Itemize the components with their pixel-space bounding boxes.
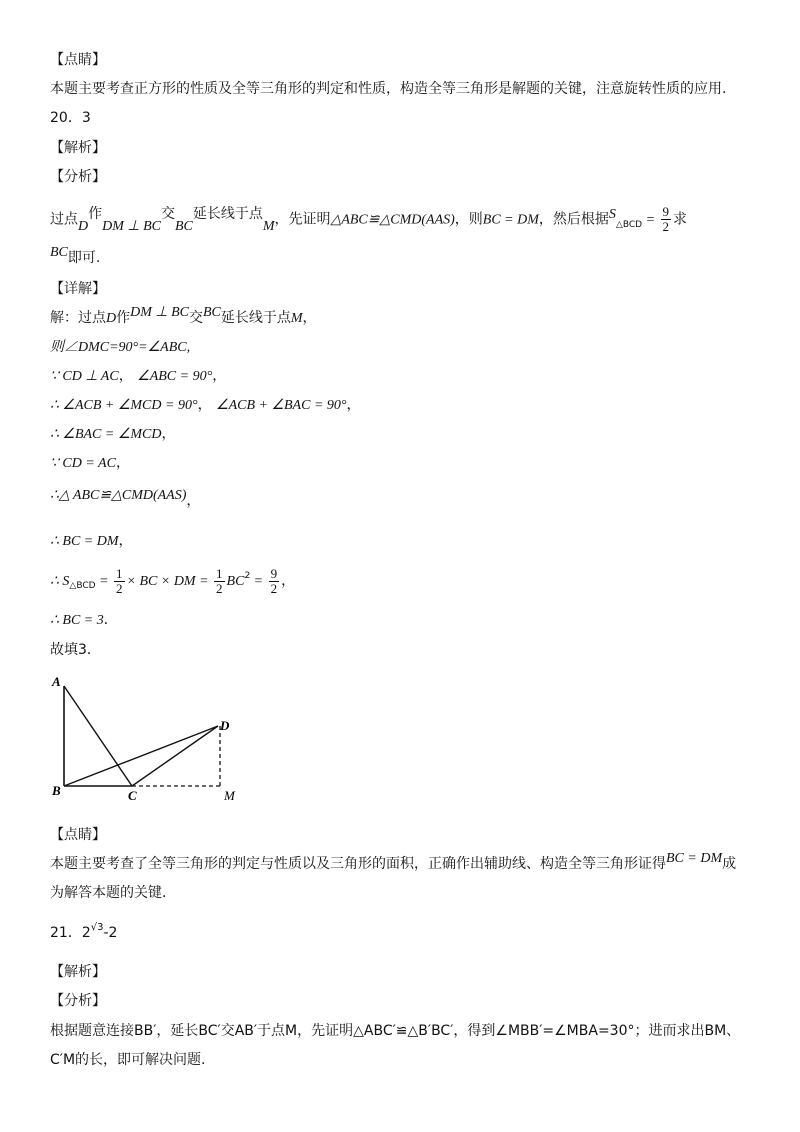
summary-line-1: 本题主要考查了全等三角形的判定与性质以及三角形的面积，正确作出辅助线、构造全等三角形证得BC = DM成 <box>50 851 737 872</box>
label-M: M <box>224 788 235 803</box>
label-A: A <box>52 674 61 689</box>
dianjing-heading: 【点睛】 <box>50 52 106 68</box>
label-B: B <box>52 783 61 798</box>
math-congruence: △ABC≌△CMD(AAS) <box>330 212 455 228</box>
math-BC: BC <box>174 218 193 234</box>
step-6: ∵ CD = AC， <box>50 455 130 471</box>
dianjing-heading: 【点睛】 <box>50 827 106 843</box>
step-4: ∴ ∠ACB + ∠MCD = 90°， ∠ACB + ∠BAC = 90°， <box>50 397 361 413</box>
math-eq: = <box>642 212 659 228</box>
jiexi-heading: 【解析】 <box>50 964 106 980</box>
math-M: M <box>262 218 275 234</box>
summary-line-2: 为解答本题的关键. <box>50 885 167 901</box>
summary-text: 本题主要考查正方形的性质及全等三角形的判定和性质，构造全等三角形是解题的关键，注意旋转性质的应用. <box>50 81 727 97</box>
text: 作 <box>88 205 103 222</box>
text: ，然后根据 <box>538 211 609 228</box>
label-C: C <box>128 788 137 803</box>
text: ，先证明 <box>274 211 331 228</box>
analysis-line-2: C′M的长，即可解决问题. <box>50 1052 206 1068</box>
analysis-line-1: 根据题意连接BB′，延长BC′交AB′于点M，先证明△ABC′≌△B′BC′，得到∠MBB′=∠MBA=30°；进而求出BM、 <box>50 1023 741 1039</box>
math-S-sub: △BCD <box>615 219 643 230</box>
step-9: ∴ $S_{\triangle BCD}$ = $\frac{1}{2}$ × BC × DM = $\frac{1}{2}$ $BC^2$ = $\frac{9}{2}$ ， <box>50 565 296 596</box>
step-10: ∴ BC = 3． <box>50 612 118 628</box>
question-number: 20．3 <box>50 110 91 126</box>
step-1: 解：过点D作DM ⊥ BC交BC延长线于点M， <box>50 305 317 326</box>
fenxi-heading: 【分析】 <box>50 993 106 1009</box>
step-11: 故填3． <box>50 642 101 658</box>
analysis-line-1 <box>50 205 687 236</box>
step-2: 则∠DMC=90°=∠ABC, <box>50 340 191 355</box>
math-D: D <box>78 218 89 234</box>
fraction: $\frac{9}{2}$ <box>662 204 670 234</box>
text: 即可. <box>67 250 101 266</box>
geometry-figure <box>46 672 256 807</box>
text: 延长线于点 <box>192 205 263 222</box>
label-D: D <box>220 718 230 733</box>
text: 求 <box>673 211 688 228</box>
jiexi-heading: 【解析】 <box>50 140 106 156</box>
math-S: S <box>608 206 616 222</box>
step-5: ∴ ∠BAC = ∠MCD， <box>50 426 176 442</box>
step-8: ∴ BC = DM， <box>50 533 133 549</box>
text: 过点 <box>50 211 78 228</box>
fenxi-heading: 【分析】 <box>50 169 106 185</box>
segment-AC <box>64 686 132 786</box>
xiangjie-heading: 【详解】 <box>50 281 106 297</box>
question-number: 21．$2^{√3}-2$ <box>50 922 118 941</box>
segment-CD <box>132 726 218 786</box>
text: 交 <box>160 205 175 222</box>
step-3: ∵ CD ⊥ AC， ∠ABC = 90°， <box>50 368 227 384</box>
text: ，则 <box>454 211 483 228</box>
step-7: ∴△ ABC≌△CMD(AAS)， <box>50 488 201 509</box>
math-perp: DM ⊥ BC <box>102 218 161 234</box>
segment-BD <box>64 726 218 786</box>
math-bc-dm: BC = DM <box>482 212 539 228</box>
analysis-line-2 <box>50 245 101 268</box>
math-BC: BC <box>50 245 68 260</box>
